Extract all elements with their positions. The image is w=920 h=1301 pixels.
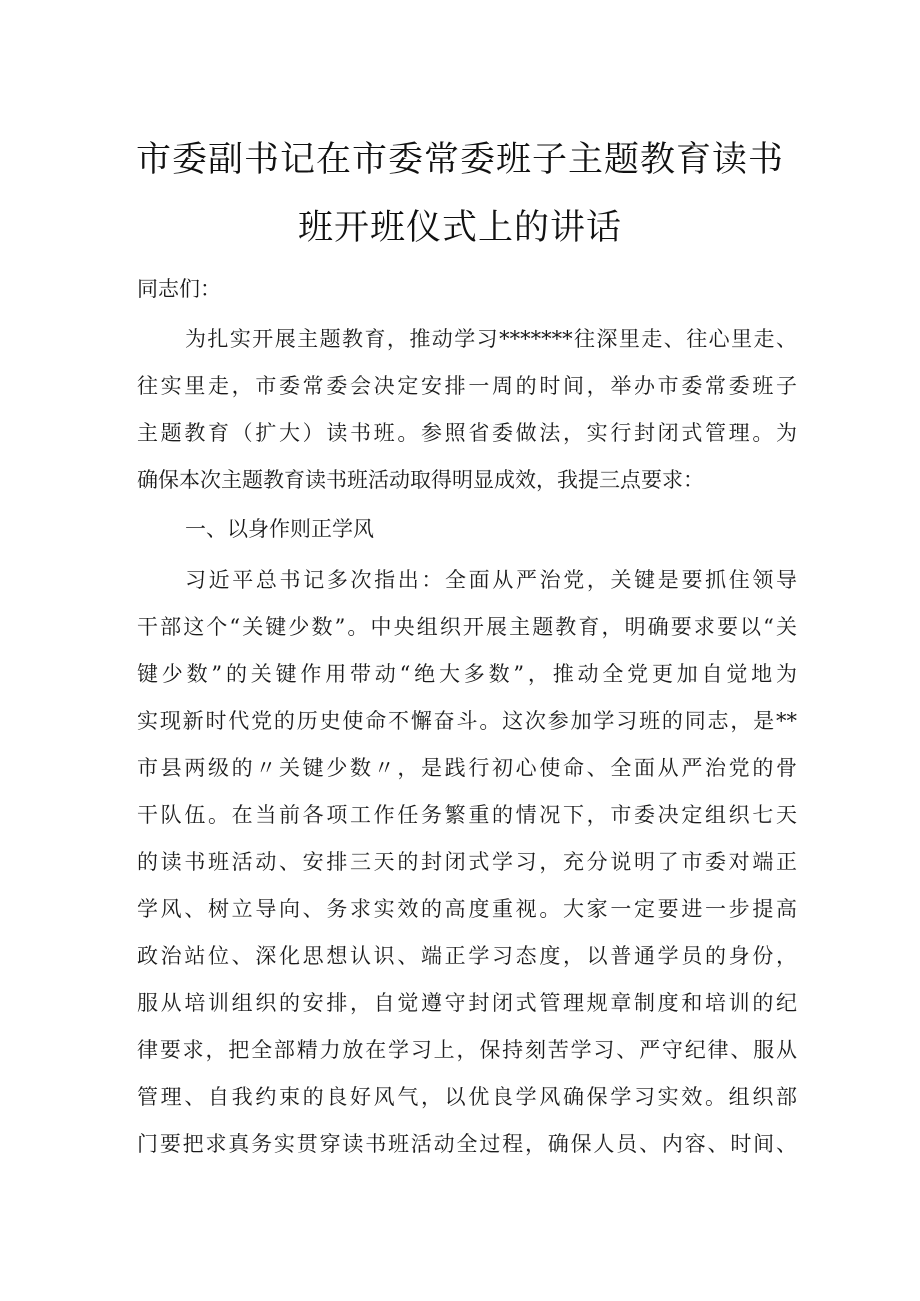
body-line: 政治站位、深化思想认识、端正学习态度，以普通学员的身份，: [137, 944, 797, 968]
body-line: 干部这个“关键少数”。中央组织开展主题教育，明确要求要以“关: [137, 615, 797, 639]
body-line: 主题教育（扩大）读书班。参照省委做法，实行封闭式管理。为: [137, 421, 797, 445]
section-heading: 一、以身作则正学风: [185, 517, 374, 541]
body-line: 实现新时代党的历史使命不懈奋斗。这次参加学习班的同志，是**: [137, 709, 797, 733]
salutation: 同志们：: [137, 277, 221, 301]
body-line: 习近平总书记多次指出：全面从严治党，关键是要抓住领导: [185, 568, 797, 592]
body-line: 门要把求真务实贯穿读书班活动全过程，确保人员、内容、时间、: [137, 1132, 797, 1156]
body-line: 管理、自我约束的良好风气，以优良学风确保学习实效。组织部: [137, 1085, 797, 1109]
document-title-line-1: 市委副书记在市委常委班子主题教育读书: [135, 140, 784, 180]
body-line: 往实里走，市委常委会决定安排一周的时间，举办市委常委班子: [137, 374, 797, 398]
document-title-line-2: 班开班仪式上的讲话: [297, 208, 622, 248]
body-line: 学风、树立导向、务求实效的高度重视。大家一定要进一步提高: [137, 897, 797, 921]
body-line: 确保本次主题教育读书班活动取得明显成效，我提三点要求：: [137, 468, 704, 492]
body-line: 律要求，把全部精力放在学习上，保持刻苦学习、严守纪律、服从: [137, 1038, 797, 1062]
body-line: 的读书班活动、安排三天的封闭式学习，充分说明了市委对端正: [137, 850, 797, 874]
body-line: 市县两级的〃关键少数〃，是践行初心使命、全面从严治党的骨: [137, 756, 797, 780]
body-line: 服从培训组织的安排，自觉遵守封闭式管理规章制度和培训的纪: [137, 991, 797, 1015]
body-line: 键少数”的关键作用带动“绝大多数”，推动全党更加自觉地为: [137, 662, 797, 686]
body-line: 干队伍。在当前各项工作任务繁重的情况下，市委决定组织七天: [137, 803, 797, 827]
body-line: 为扎实开展主题教育，推动学习*******往深里走、往心里走、: [185, 327, 797, 351]
